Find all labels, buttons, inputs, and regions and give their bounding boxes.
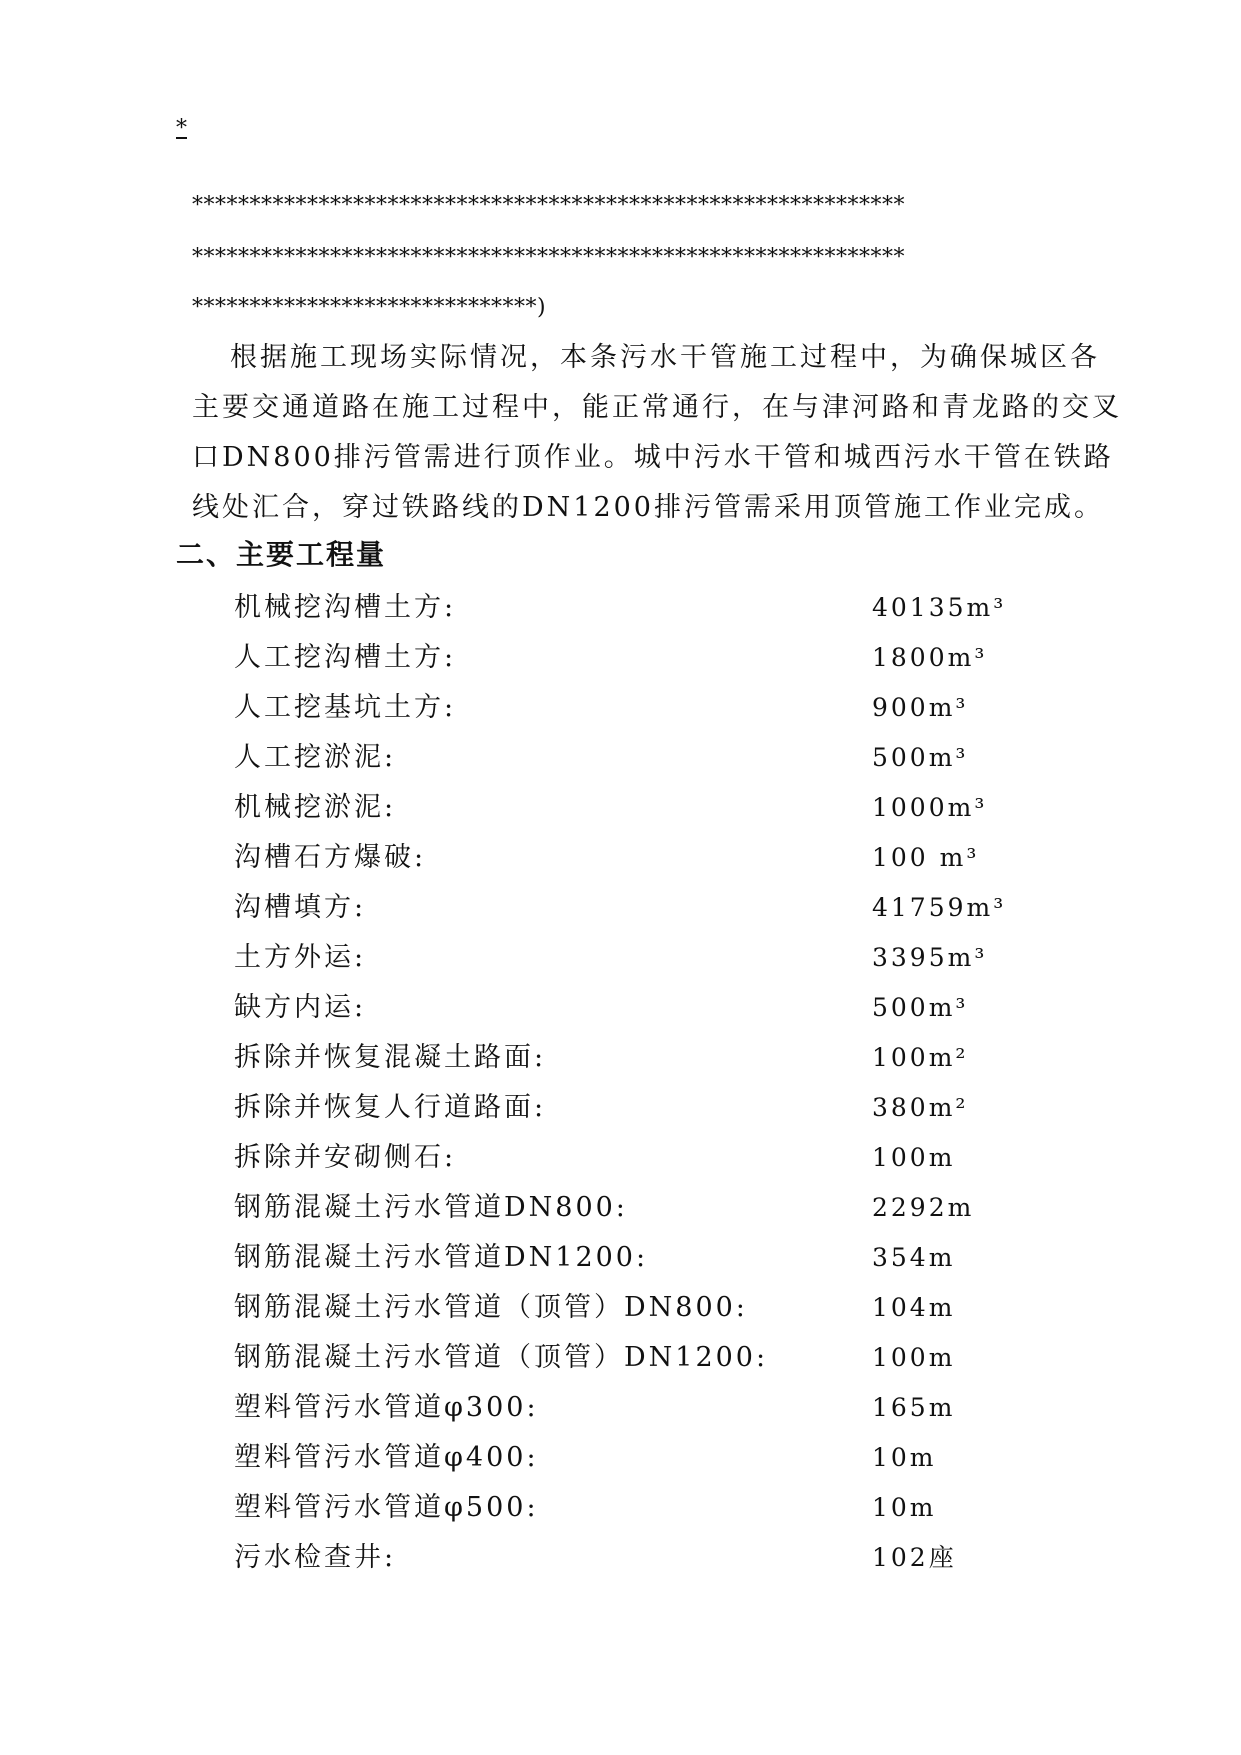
quantity-row [234, 683, 1074, 733]
quantity-row [234, 933, 1074, 983]
quantity-list [234, 583, 1074, 1583]
quantity-value: 165m [872, 1393, 956, 1422]
quantity-name: 土方外运: [234, 942, 367, 973]
quantity-value: 380m² [872, 1093, 969, 1122]
quantity-value: 3395m³ [872, 943, 988, 972]
quantity-name: 人工挖基坑土方: [234, 692, 457, 723]
quantity-value: 100m [872, 1143, 956, 1172]
quantity-name: 拆除并恢复人行道路面: [234, 1092, 547, 1123]
asterisk-line-3: ******************************) [192, 295, 547, 320]
quantity-name: 拆除并安砌侧石: [234, 1142, 457, 1173]
quantity-row [234, 583, 1074, 633]
quantity-name: 机械挖沟槽土方: [234, 592, 457, 623]
quantity-value: 1800m³ [872, 643, 988, 672]
quantity-row [234, 833, 1074, 883]
quantity-value: 500m³ [872, 993, 969, 1022]
quantity-row [234, 1383, 1074, 1433]
quantity-value: 900m³ [872, 693, 969, 722]
quantity-row [234, 1533, 1074, 1583]
quantity-name: 钢筋混凝土污水管道DN800: [234, 1192, 628, 1223]
asterisk-line-1: ************************************************************** [192, 193, 905, 218]
quantity-row [234, 1033, 1074, 1083]
quantity-name: 沟槽填方: [234, 892, 367, 923]
quantity-value: 354m [872, 1243, 956, 1272]
quantity-row [234, 1433, 1074, 1483]
quantity-row [234, 633, 1074, 683]
quantity-row [234, 1083, 1074, 1133]
quantity-name: 塑料管污水管道φ500: [234, 1492, 539, 1523]
quantity-name: 沟槽石方爆破: [234, 842, 427, 873]
quantity-name: 缺方内运: [234, 992, 367, 1023]
quantity-row [234, 783, 1074, 833]
asterisk-line-2: ************************************************************** [192, 245, 905, 270]
quantity-value: 100m [872, 1343, 956, 1372]
quantity-name: 人工挖沟槽土方: [234, 642, 457, 673]
quantity-name: 钢筋混凝土污水管道（顶管）DN800: [234, 1292, 748, 1323]
quantity-value: 10m [872, 1493, 937, 1522]
quantity-row [234, 883, 1074, 933]
quantity-name: 塑料管污水管道φ400: [234, 1442, 539, 1473]
page-marker: * [176, 116, 187, 141]
quantity-row [234, 1483, 1074, 1533]
quantity-name: 塑料管污水管道φ300: [234, 1392, 539, 1423]
quantity-value: 102座 [872, 1543, 957, 1572]
intro-paragraph [192, 333, 1122, 533]
quantity-row [234, 983, 1074, 1033]
quantity-name: 钢筋混凝土污水管道DN1200: [234, 1242, 649, 1273]
quantity-value: 500m³ [872, 743, 969, 772]
quantity-value: 40135m³ [872, 593, 1007, 622]
quantity-value: 1000m³ [872, 793, 988, 822]
quantity-name: 拆除并恢复混凝土路面: [234, 1042, 547, 1073]
quantity-row [234, 1283, 1074, 1333]
section-heading: 二、主要工程量 [176, 538, 387, 571]
quantity-name: 人工挖淤泥: [234, 742, 397, 773]
quantity-name: 机械挖淤泥: [234, 792, 397, 823]
quantity-value: 104m [872, 1293, 956, 1322]
quantity-value: 100 m³ [872, 843, 980, 872]
quantity-row [234, 1333, 1074, 1383]
intro-text: 根据施工现场实际情况，本条污水干管施工过程中，为确保城区各主要交通道路在施工过程中，能正常通行，在与津河路和青龙路的交叉口DN800排污管需进行顶作业。城中污水干管和城西污水干管在铁路线处汇合，穿过铁路线的DN1200排污管需采用顶管施工作业完成。 [192, 342, 1122, 523]
quantity-value: 100m² [872, 1043, 969, 1072]
quantity-row [234, 1183, 1074, 1233]
quantity-name: 污水检查井: [234, 1542, 397, 1573]
quantity-row [234, 733, 1074, 783]
quantity-value: 41759m³ [872, 893, 1007, 922]
quantity-value: 10m [872, 1443, 937, 1472]
quantity-row [234, 1233, 1074, 1283]
quantity-name: 钢筋混凝土污水管道（顶管）DN1200: [234, 1342, 769, 1373]
quantity-value: 2292m [872, 1193, 975, 1222]
quantity-row [234, 1133, 1074, 1183]
